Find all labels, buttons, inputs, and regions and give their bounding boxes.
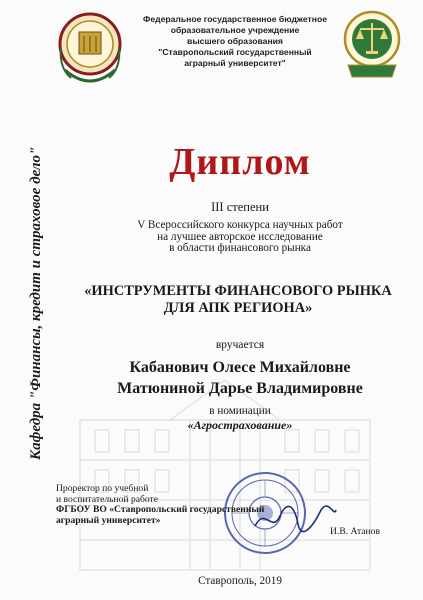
awarded-label: вручается (215, 339, 265, 351)
contest-description (90, 220, 390, 255)
signer-line: ФГБОУ ВО «Ставропольский государственный (56, 504, 265, 516)
institution-line: Федеральное государственное бюджетное (143, 14, 327, 24)
project-title-line: «ИНСТРУМЕНТЫ ФИНАНСОВОГО РЫНКА (84, 283, 392, 299)
signer-line: аграрный университет» (56, 514, 161, 526)
nomination-label: в номинации (209, 405, 271, 417)
department-side-text: Кафедра "Финансы, кредит и страховое дело" (28, 146, 44, 460)
institution-line: образовательное учреждение (170, 25, 300, 35)
signer-position (56, 484, 266, 526)
diploma-title: Диплом (169, 141, 311, 183)
institution-line: высшего образования (187, 36, 283, 46)
city-year: Ставрополь, 2019 (198, 575, 282, 587)
diploma-degree: III степени (211, 200, 269, 214)
faculty-scales-emblem-icon (342, 7, 402, 83)
project-title (58, 283, 418, 317)
project-title-line: ДЛЯ АПК РЕГИОНА» (163, 300, 313, 316)
nomination-name: «Агрострахование» (187, 418, 293, 432)
institution-name (126, 14, 344, 69)
contest-line: в области финансового рынка (169, 242, 311, 254)
contest-line: V Всероссийского конкурса научных работ (137, 219, 343, 231)
signer-name: И.В. Атанов (330, 526, 381, 537)
institution-line: "Ставропольский государственный (158, 47, 312, 57)
signer-line: Проректор по учебной (56, 483, 149, 494)
institution-line: аграрный университет" (184, 58, 286, 68)
recipient-names (60, 357, 420, 399)
university-crest-icon (57, 8, 123, 90)
contest-line: на лучшее авторское исследование (157, 230, 323, 243)
recipient-name: Матюниной Дарье Владимировне (117, 380, 363, 397)
signer-line: и воспитательной работе (56, 493, 159, 505)
recipient-name: Кабанович Олесе Михайловне (129, 359, 351, 376)
